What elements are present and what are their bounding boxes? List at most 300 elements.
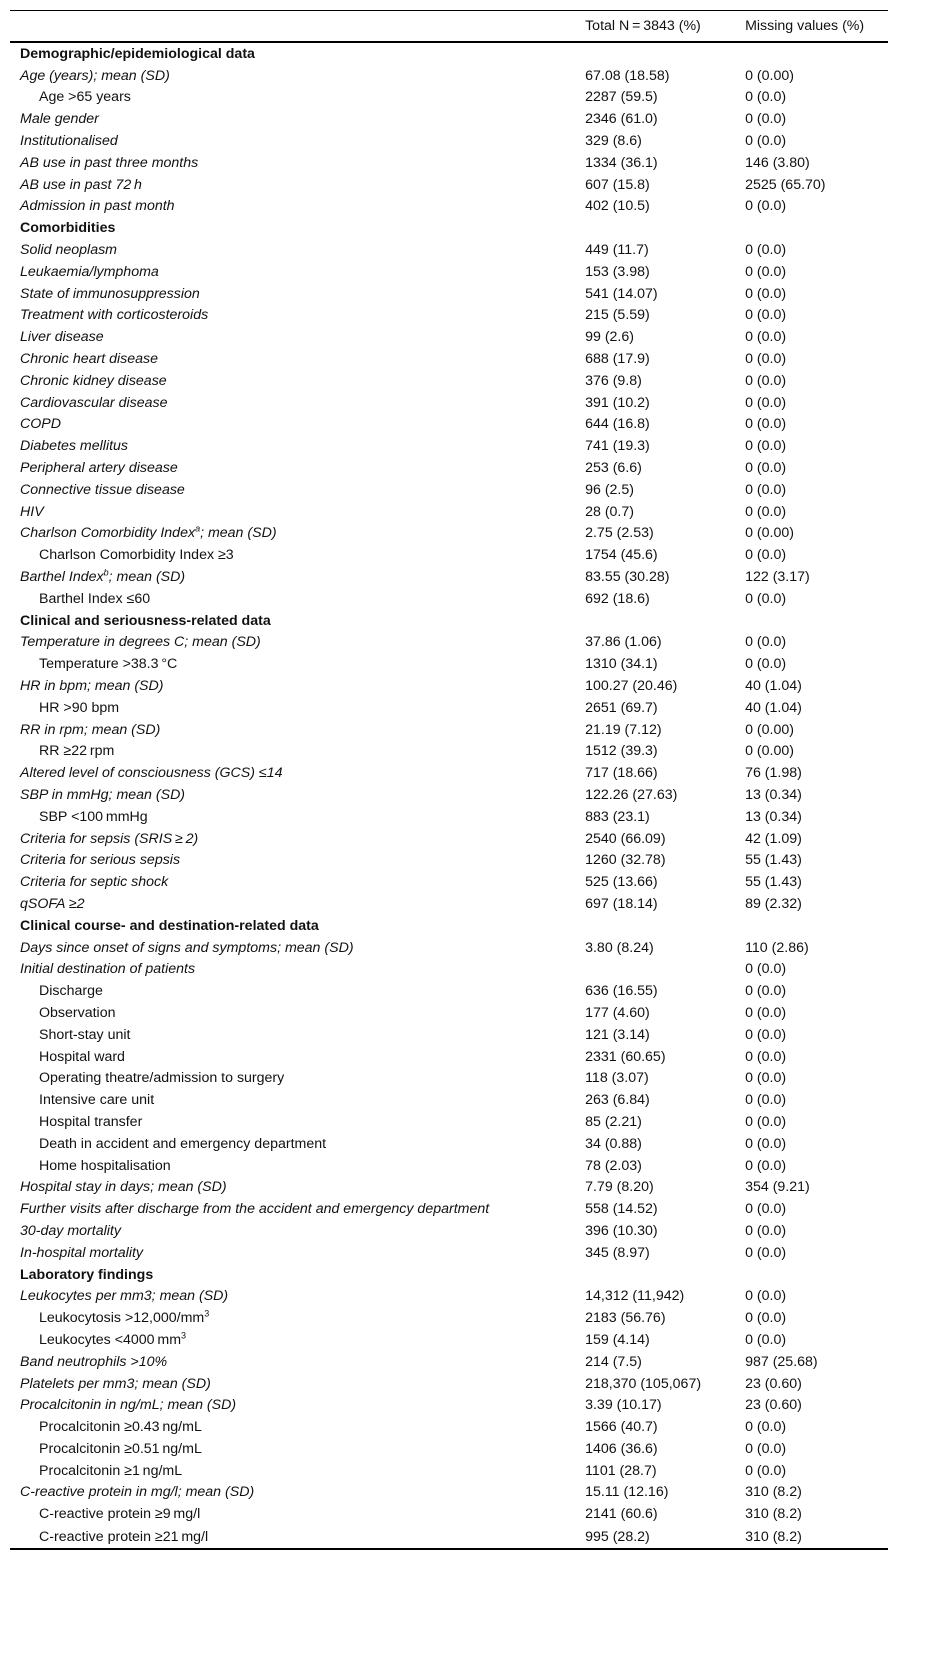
- row-label-text: Treatment with corticosteroids: [20, 307, 209, 324]
- data-table-container: [10, 10, 888, 1550]
- missing-value-cell: 0 (0.0): [745, 1310, 787, 1327]
- total-value-cell: 2651 (69.7): [585, 699, 658, 716]
- total-value-cell: 558 (14.52): [585, 1201, 658, 1218]
- row-label-text: Hospital stay in days; mean (SD): [20, 1179, 227, 1196]
- table-row: [10, 871, 888, 893]
- row-label: [10, 566, 585, 588]
- table-row: [10, 1373, 888, 1395]
- total-value-cell: 2346 (61.0): [585, 111, 658, 128]
- total-value-cell: 541 (14.07): [585, 285, 658, 302]
- missing-value-cell: 23 (0.60): [745, 1397, 802, 1414]
- row-label-text: Peripheral artery disease: [20, 460, 178, 477]
- table-row: [10, 1111, 888, 1133]
- row-label: [10, 762, 585, 784]
- row-label-text: Barthel Index: [20, 569, 104, 586]
- table-row: [10, 1394, 888, 1416]
- row-label: [10, 784, 585, 806]
- missing-value-cell: 0 (0.0): [745, 1113, 787, 1130]
- total-value-cell: 7.79 (8.20): [585, 1179, 654, 1196]
- row-label: [10, 1351, 585, 1373]
- total-value-cell: 2.75 (2.53): [585, 525, 654, 542]
- missing-value-cell: 0 (0.0): [745, 351, 787, 368]
- total-value-cell: 159 (4.14): [585, 1331, 650, 1348]
- table-row: [10, 152, 888, 174]
- row-label: [10, 457, 585, 479]
- total-value-cell: 67.08 (18.58): [585, 67, 670, 84]
- table-row: [10, 1176, 888, 1198]
- row-label-text: Hospital transfer: [39, 1113, 143, 1130]
- total-value-cell: 263 (6.84): [585, 1092, 650, 1109]
- missing-value-cell: 0 (0.0): [745, 634, 787, 651]
- table-row: [10, 305, 888, 327]
- missing-value-cell: 0 (0.0): [745, 1419, 787, 1436]
- missing-value-cell: 0 (0.0): [745, 1048, 787, 1065]
- missing-value-cell: 0 (0.0): [745, 983, 787, 1000]
- row-label: [10, 108, 585, 130]
- row-label: [10, 1373, 585, 1395]
- total-value-cell: 329 (8.6): [585, 133, 642, 150]
- table-row: [10, 457, 888, 479]
- missing-value-cell: 13 (0.34): [745, 808, 802, 825]
- total-value-cell: 28 (0.7): [585, 503, 634, 520]
- missing-value-cell: 146 (3.80): [745, 154, 810, 171]
- total-value-cell: 78 (2.03): [585, 1157, 642, 1174]
- table-row: [10, 849, 888, 871]
- row-label-text: Altered level of consciousness (GCS) ≤14: [20, 765, 283, 782]
- missing-value-cell: 310 (8.2): [745, 1525, 888, 1549]
- row-label: [10, 1002, 585, 1024]
- table-row: [10, 1438, 888, 1460]
- total-value-cell: 21.19 (7.12): [585, 721, 662, 738]
- row-label: [10, 370, 585, 392]
- row-label-text: Initial destination of patients: [20, 961, 196, 978]
- total-value-cell: [585, 610, 745, 632]
- table-row: [10, 1460, 888, 1482]
- row-label: [10, 1067, 585, 1089]
- row-label: [10, 501, 585, 523]
- missing-value-cell: 0 (0.0): [745, 198, 787, 215]
- footnote-marker: 3: [204, 1308, 210, 1319]
- row-label-text: HR >90 bpm: [39, 699, 120, 716]
- missing-value-cell: 23 (0.60): [745, 1375, 802, 1392]
- total-value-cell: 218,370 (105,067): [585, 1375, 702, 1392]
- row-label: [10, 1416, 585, 1438]
- section-header-row: [10, 1264, 888, 1286]
- missing-value-cell: 89 (2.32): [745, 895, 802, 912]
- total-value-cell: 14,312 (11,942): [585, 1288, 685, 1305]
- row-label-text: Laboratory findings: [20, 1266, 154, 1283]
- missing-value-cell: 42 (1.09): [745, 830, 802, 847]
- total-value-cell: [585, 217, 745, 239]
- row-label: [10, 675, 585, 697]
- table-row: [10, 653, 888, 675]
- row-label: [10, 1089, 585, 1111]
- total-value-cell: [585, 915, 745, 937]
- row-label: [10, 1133, 585, 1155]
- row-label-text: Temperature in degrees C; mean (SD): [20, 634, 261, 651]
- row-label: [10, 1220, 585, 1242]
- row-label-text: Liver disease: [20, 329, 104, 346]
- missing-value-cell: 354 (9.21): [745, 1179, 810, 1196]
- row-label-text: Death in accident and emergency department: [39, 1135, 327, 1152]
- row-label: [10, 937, 585, 959]
- missing-value-cell: 0 (0.0): [745, 1157, 787, 1174]
- row-label-text: Procalcitonin ≥0.51 ng/mL: [39, 1440, 202, 1457]
- table-row: [10, 1220, 888, 1242]
- missing-value-cell: 2525 (65.70): [745, 176, 826, 193]
- row-label-text: Leukocytes <4000 mm: [39, 1331, 182, 1348]
- footnote-marker: b: [103, 567, 109, 578]
- header-label-column: [10, 11, 585, 43]
- table-row: [10, 544, 888, 566]
- table-row: [10, 1024, 888, 1046]
- row-label-text: Procalcitonin ≥0.43 ng/mL: [39, 1419, 202, 1436]
- row-label: [10, 348, 585, 370]
- row-label-text: Chronic heart disease: [20, 351, 159, 368]
- total-value-cell: 2331 (60.65): [585, 1048, 666, 1065]
- row-label-text: Connective tissue disease: [20, 481, 185, 498]
- table-row: [10, 523, 888, 545]
- missing-value-cell: 0 (0.00): [745, 743, 794, 760]
- row-label-text: Hospital ward: [39, 1048, 125, 1065]
- row-label: [10, 1329, 585, 1351]
- row-label-text: Admission in past month: [20, 198, 175, 215]
- total-value-cell: 1101 (28.7): [585, 1462, 657, 1479]
- missing-value-cell: 0 (0.0): [745, 1070, 787, 1087]
- total-value-cell: [585, 1264, 745, 1286]
- missing-value-cell: 0 (0.0): [745, 111, 787, 128]
- total-value-cell: 118 (3.07): [585, 1070, 649, 1087]
- table-row: [10, 566, 888, 588]
- total-value-cell: 85 (2.21): [585, 1113, 642, 1130]
- missing-value-cell: 0 (0.0): [745, 416, 787, 433]
- total-value-cell: 396 (10.30): [585, 1222, 658, 1239]
- row-label-text: Home hospitalisation: [39, 1157, 171, 1174]
- missing-value-cell: 0 (0.0): [745, 242, 787, 259]
- missing-value-cell: 0 (0.00): [745, 721, 794, 738]
- total-value-cell: 995 (28.2): [585, 1525, 745, 1549]
- table-row: [10, 1525, 888, 1549]
- section-header-row: [10, 42, 888, 65]
- total-value-cell: 3.39 (10.17): [585, 1397, 662, 1414]
- total-value-cell: 153 (3.98): [585, 263, 650, 280]
- table-row: [10, 741, 888, 763]
- table-row: [10, 108, 888, 130]
- total-value-cell: 34 (0.88): [585, 1135, 642, 1152]
- row-label: [10, 1155, 585, 1177]
- table-row: [10, 174, 888, 196]
- total-value-cell: 177 (4.60): [585, 1004, 650, 1021]
- total-value-cell: 402 (10.5): [585, 198, 650, 215]
- missing-value-cell: 40 (1.04): [745, 699, 802, 716]
- row-label-text: In-hospital mortality: [20, 1244, 144, 1261]
- row-label-text: Charlson Comorbidity Index: [20, 525, 196, 542]
- row-label: [10, 196, 585, 218]
- table-row: [10, 806, 888, 828]
- row-label: [10, 479, 585, 501]
- table-row: [10, 762, 888, 784]
- table-row: [10, 1329, 888, 1351]
- missing-value-cell: 987 (25.68): [745, 1353, 818, 1370]
- total-value-cell: 717 (18.66): [585, 765, 658, 782]
- total-value-cell: 525 (13.66): [585, 874, 658, 891]
- missing-value-cell: 310 (8.2): [745, 1484, 802, 1501]
- total-value-cell: 215 (5.59): [585, 307, 650, 324]
- row-label: [10, 871, 585, 893]
- row-label-text: Criteria for septic shock: [20, 874, 169, 891]
- row-label-text: Barthel Index ≤60: [39, 590, 151, 607]
- section-header-row: [10, 915, 888, 937]
- row-label-text: Intensive care unit: [39, 1092, 155, 1109]
- row-label-text: SBP in mmHg; mean (SD): [20, 786, 186, 803]
- row-label: [10, 1482, 585, 1504]
- total-value-cell: 391 (10.2): [585, 394, 650, 411]
- row-label-text: qSOFA ≥2: [20, 895, 85, 912]
- total-value-cell: [585, 958, 745, 980]
- row-label-text: Leukaemia/lymphoma: [20, 263, 159, 280]
- missing-value-cell: 55 (1.43): [745, 852, 802, 869]
- missing-value-cell: 55 (1.43): [745, 874, 802, 891]
- row-label-text: Leukocytes per mm3; mean (SD): [20, 1288, 229, 1305]
- total-value-cell: 697 (18.14): [585, 895, 658, 912]
- row-label: [10, 828, 585, 850]
- table-row: [10, 1482, 888, 1504]
- table-row: [10, 675, 888, 697]
- section-title: [10, 42, 585, 65]
- row-label-text: RR in rpm; mean (SD): [20, 721, 161, 738]
- missing-value-cell: 0 (0.0): [745, 1440, 787, 1457]
- row-label: [10, 1285, 585, 1307]
- row-label-text: Short-stay unit: [39, 1026, 131, 1043]
- table-row: [10, 1155, 888, 1177]
- missing-value-cell: 0 (0.0): [745, 307, 787, 324]
- missing-value-cell: 0 (0.0): [745, 1092, 787, 1109]
- header-total-column: Total N = 3843 (%): [585, 11, 745, 43]
- table-row: [10, 1046, 888, 1068]
- row-label: [10, 152, 585, 174]
- missing-value-cell: 0 (0.0): [745, 133, 787, 150]
- row-label-text: Diabetes mellitus: [20, 438, 129, 455]
- total-value-cell: 1310 (34.1): [585, 656, 658, 673]
- row-label: [10, 893, 585, 915]
- missing-value-cell: [745, 42, 888, 65]
- table-row: [10, 479, 888, 501]
- total-value-cell: 883 (23.1): [585, 808, 650, 825]
- missing-value-cell: 0 (0.0): [745, 1201, 787, 1218]
- total-value-cell: 449 (11.7): [585, 242, 649, 259]
- row-label-suffix: ; mean (SD): [108, 569, 186, 586]
- row-label: [10, 1525, 585, 1549]
- row-label-text: SBP <100 mmHg: [39, 808, 148, 825]
- footnote-marker: 3: [181, 1330, 187, 1341]
- table-row: [10, 130, 888, 152]
- missing-value-cell: 76 (1.98): [745, 765, 802, 782]
- row-label: [10, 65, 585, 87]
- total-value-cell: 2141 (60.6): [585, 1506, 658, 1523]
- row-label-text: HIV: [20, 503, 44, 520]
- row-label-text: Leukocytosis >12,000/mm: [39, 1310, 205, 1327]
- missing-value-cell: 0 (0.0): [745, 547, 787, 564]
- missing-value-cell: 0 (0.0): [745, 372, 787, 389]
- table-row: [10, 1133, 888, 1155]
- row-label-text: Clinical and seriousness-related data: [20, 612, 271, 629]
- row-label-text: C-reactive protein ≥21 mg/l: [39, 1528, 209, 1545]
- missing-value-cell: 0 (0.0): [745, 89, 787, 106]
- row-label: [10, 87, 585, 109]
- table-header: [10, 11, 888, 43]
- row-label: [10, 392, 585, 414]
- table-body: [10, 42, 888, 1549]
- row-label: [10, 261, 585, 283]
- total-value-cell: 253 (6.6): [585, 460, 642, 477]
- row-label-text: Criteria for sepsis (SRIS ≥ 2): [20, 830, 199, 847]
- row-label: [10, 849, 585, 871]
- table-row: [10, 501, 888, 523]
- row-label-text: Platelets per mm3; mean (SD): [20, 1375, 211, 1392]
- total-value-cell: 1754 (45.6): [585, 547, 658, 564]
- row-label-text: Cardiovascular disease: [20, 394, 168, 411]
- table-row: [10, 1198, 888, 1220]
- table-row: [10, 980, 888, 1002]
- table-row: [10, 697, 888, 719]
- row-label: [10, 653, 585, 675]
- table-row: [10, 1242, 888, 1264]
- row-label: [10, 1242, 585, 1264]
- row-label-text: COPD: [20, 416, 61, 433]
- table-row: [10, 1307, 888, 1329]
- total-value-cell: 15.11 (12.16): [585, 1484, 669, 1501]
- table-row: [10, 937, 888, 959]
- total-value-cell: 644 (16.8): [585, 416, 650, 433]
- missing-value-cell: 40 (1.04): [745, 678, 802, 694]
- section-title: [10, 915, 585, 937]
- table-row: [10, 87, 888, 109]
- row-label: [10, 1024, 585, 1046]
- total-value-cell: 1260 (32.78): [585, 852, 666, 869]
- missing-value-cell: [745, 1264, 888, 1286]
- table-row: [10, 196, 888, 218]
- total-value-cell: 214 (7.5): [585, 1353, 642, 1370]
- missing-value-cell: 0 (0.0): [745, 656, 787, 673]
- table-row: [10, 65, 888, 87]
- row-label-text: Age >65 years: [39, 89, 131, 106]
- missing-value-cell: 0 (0.0): [745, 590, 787, 607]
- missing-value-cell: 0 (0.0): [745, 438, 787, 455]
- row-label-text: Procalcitonin ≥1 ng/mL: [39, 1462, 183, 1479]
- missing-value-cell: 0 (0.0): [745, 394, 787, 411]
- total-value-cell: 96 (2.5): [585, 481, 634, 498]
- row-label: [10, 1438, 585, 1460]
- row-label: [10, 1503, 585, 1525]
- total-value-cell: 2287 (59.5): [585, 89, 658, 106]
- total-value-cell: 688 (17.9): [585, 351, 650, 368]
- total-value-cell: 607 (15.8): [585, 176, 650, 193]
- section-header-row: [10, 610, 888, 632]
- row-label-text: Demographic/epidemiological data: [20, 45, 255, 62]
- missing-value-cell: [745, 217, 888, 239]
- table-row: [10, 1089, 888, 1111]
- row-label-text: Criteria for serious sepsis: [20, 852, 181, 869]
- row-label: [10, 544, 585, 566]
- row-label: [10, 523, 585, 545]
- missing-value-cell: 0 (0.0): [745, 460, 787, 477]
- row-label-text: Procalcitonin in ng/mL; mean (SD): [20, 1397, 237, 1414]
- row-label: [10, 1460, 585, 1482]
- missing-value-cell: 0 (0.0): [745, 285, 787, 302]
- row-label-text: AB use in past three months: [20, 154, 199, 171]
- table-row: [10, 1067, 888, 1089]
- total-value-cell: 2183 (56.76): [585, 1310, 666, 1327]
- missing-value-cell: 0 (0.0): [745, 481, 787, 498]
- row-label-text: Days since onset of signs and symptoms; mean (SD): [20, 939, 354, 956]
- header-missing-column: Missing values (%): [745, 11, 888, 43]
- row-label: [10, 1394, 585, 1416]
- total-value-cell: 741 (19.3): [585, 438, 650, 455]
- missing-value-cell: 0 (0.0): [745, 1004, 787, 1021]
- total-value-cell: 99 (2.6): [585, 329, 634, 346]
- row-label-text: Comorbidities: [20, 220, 116, 237]
- row-label: [10, 174, 585, 196]
- row-label: [10, 958, 585, 980]
- row-label-text: Discharge: [39, 983, 103, 1000]
- total-value-cell: 121 (3.14): [585, 1026, 650, 1043]
- table-row: [10, 893, 888, 915]
- total-value-cell: 1334 (36.1): [585, 154, 658, 171]
- row-label: [10, 806, 585, 828]
- missing-value-cell: 0 (0.0): [745, 1462, 787, 1479]
- row-label-text: State of immunosuppression: [20, 285, 200, 302]
- row-label: [10, 980, 585, 1002]
- section-title: [10, 610, 585, 632]
- footnote-marker: a: [195, 523, 201, 534]
- row-label-text: Charlson Comorbidity Index ≥3: [39, 547, 234, 564]
- row-label: [10, 1198, 585, 1220]
- missing-value-cell: 0 (0.0): [745, 1331, 787, 1348]
- section-title: [10, 1264, 585, 1286]
- row-label-text: HR in bpm; mean (SD): [20, 678, 164, 694]
- row-label: [10, 697, 585, 719]
- total-value-cell: [585, 42, 745, 65]
- total-value-cell: 2540 (66.09): [585, 830, 666, 847]
- table-row: [10, 435, 888, 457]
- missing-value-cell: 0 (0.0): [745, 1026, 787, 1043]
- table-row: [10, 719, 888, 741]
- missing-value-cell: 0 (0.00): [745, 525, 794, 542]
- table-row: [10, 326, 888, 348]
- table-row: [10, 1416, 888, 1438]
- table-row: [10, 784, 888, 806]
- row-label: [10, 283, 585, 305]
- row-label: [10, 1176, 585, 1198]
- table-row: [10, 1351, 888, 1373]
- table-row: [10, 370, 888, 392]
- missing-value-cell: 122 (3.17): [745, 569, 810, 586]
- missing-value-cell: 0 (0.0): [745, 1244, 787, 1261]
- baseline-characteristics-table: [10, 10, 888, 1550]
- total-value-cell: 37.86 (1.06): [585, 634, 662, 651]
- row-label-text: C-reactive protein in mg/l; mean (SD): [20, 1484, 255, 1501]
- total-value-cell: 345 (8.97): [585, 1244, 650, 1261]
- row-label-text: Male gender: [20, 111, 99, 128]
- table-row: [10, 828, 888, 850]
- table-row: [10, 348, 888, 370]
- row-label-text: Age (years); mean (SD): [20, 67, 170, 84]
- table-row: [10, 392, 888, 414]
- missing-value-cell: 0 (0.0): [745, 961, 787, 978]
- table-row: [10, 632, 888, 654]
- missing-value-cell: 0 (0.00): [745, 67, 794, 84]
- table-row: [10, 414, 888, 436]
